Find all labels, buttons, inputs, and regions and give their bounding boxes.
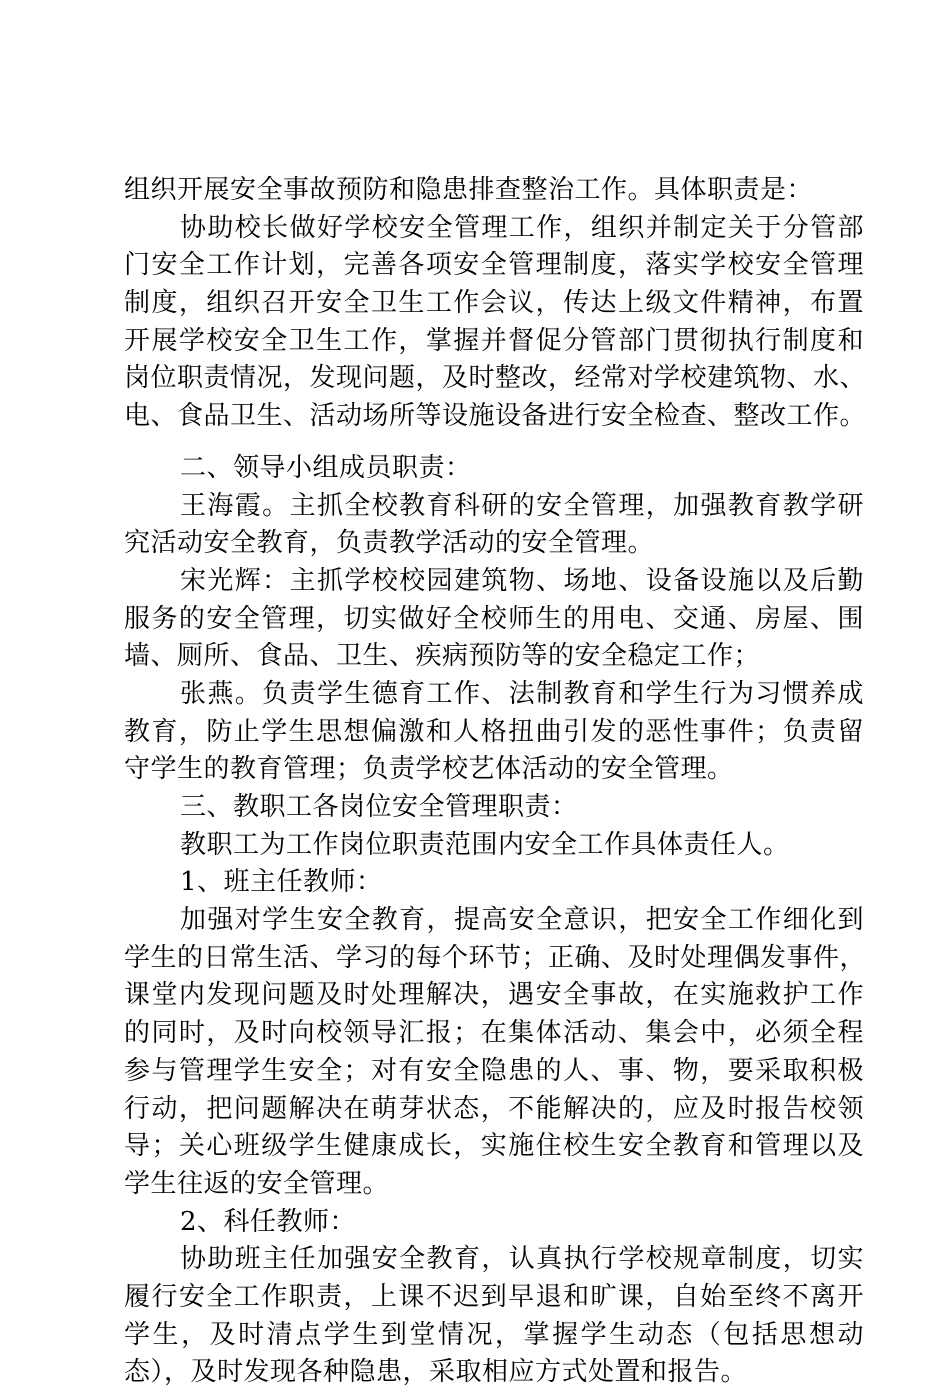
paragraph-line: 导；关心班级学生健康成长，实施住校生安全教育和管理以及: [124, 1131, 864, 1162]
paragraph-gap: [124, 436, 864, 450]
paragraph-line: 学生的日常生活、学习的每个环节；正确、及时处理偶发事件，: [124, 942, 867, 973]
paragraph-line: 行动，把问题解决在萌芽状态，不能解决的，应及时报告校领: [124, 1093, 864, 1124]
paragraph-line: 组织开展安全事故预防和隐患排查整治工作。具体职责是：: [124, 175, 814, 205]
paragraph-line: 履行安全工作职责，上课不迟到早退和旷课，自始至终不离开: [124, 1281, 864, 1312]
paragraph-line: 加强对学生安全教育，提高安全意识，把安全工作细化到: [180, 905, 864, 936]
paragraph-line: 门安全工作计划，完善各项安全管理制度，落实学校安全管理: [124, 250, 864, 281]
paragraph-line: 参与管理学生安全；对有安全隐患的人、事、物，要采取积极: [124, 1055, 864, 1086]
subsection-heading: 2、科任教师：: [180, 1206, 357, 1237]
document-body: [124, 172, 867, 1392]
paragraph-line: 宋光辉：主抓学校校园建筑物、场地、设备设施以及后勤: [180, 565, 864, 596]
paragraph-line: 开展学校安全卫生工作，掌握并督促分管部门贯彻执行制度和: [124, 325, 864, 356]
paragraph-line: 教职工为工作岗位职责范围内安全工作具体责任人。: [180, 829, 790, 860]
paragraph-line: 张燕。负责学生德育工作、法制教育和学生行为习惯养成: [180, 678, 864, 709]
paragraph-line: 岗位职责情况，发现问题，及时整改，经常对学校建筑物、水、: [124, 363, 867, 394]
paragraph-line: 教育，防止学生思想偏激和人格扭曲引发的恶性事件；负责留: [124, 716, 864, 747]
paragraph-line: 的同时，及时向校领导汇报；在集体活动、集会中，必须全程: [124, 1018, 864, 1049]
section-heading: 三、教职工各岗位安全管理职责：: [180, 792, 578, 822]
paragraph-line: 服务的安全管理，切实做好全校师生的用电、交通、房屋、围: [124, 603, 864, 634]
paragraph-line: 究活动安全教育，负责教学活动的安全管理。: [124, 528, 655, 559]
paragraph-line: 守学生的教育管理；负责学校艺体活动的安全管理。: [124, 754, 734, 785]
paragraph-line: 王海霞。主抓全校教育科研的安全管理，加强教育教学研: [180, 490, 864, 521]
paragraph-line: 学生，及时清点学生到堂情况，掌握学生动态（包括思想动: [124, 1319, 864, 1350]
paragraph-line: 墙、厕所、食品、卫生、疾病预防等的安全稳定工作；: [124, 641, 761, 672]
paragraph-line: 协助班主任加强安全教育，认真执行学校规章制度，切实: [180, 1244, 864, 1275]
paragraph-line: 电、食品卫生、活动场所等设施设备进行安全检查、整改工作。: [124, 401, 867, 432]
subsection-heading: 1、班主任教师：: [180, 867, 383, 898]
paragraph-line: 制度，组织召开安全卫生工作会议，传达上级文件精神，布置: [124, 288, 864, 319]
paragraph-line: 协助校长做好学校安全管理工作，组织并制定关于分管部: [180, 212, 864, 243]
paragraph-line: 课堂内发现问题及时处理解决，遇安全事故，在实施救护工作: [124, 980, 864, 1011]
paragraph-line: 学生往返的安全管理。: [124, 1168, 390, 1199]
section-heading: 二、领导小组成员职责：: [180, 452, 472, 483]
paragraph-line: 态），及时发现各种隐患，采取相应方式处置和报告。: [124, 1357, 748, 1388]
